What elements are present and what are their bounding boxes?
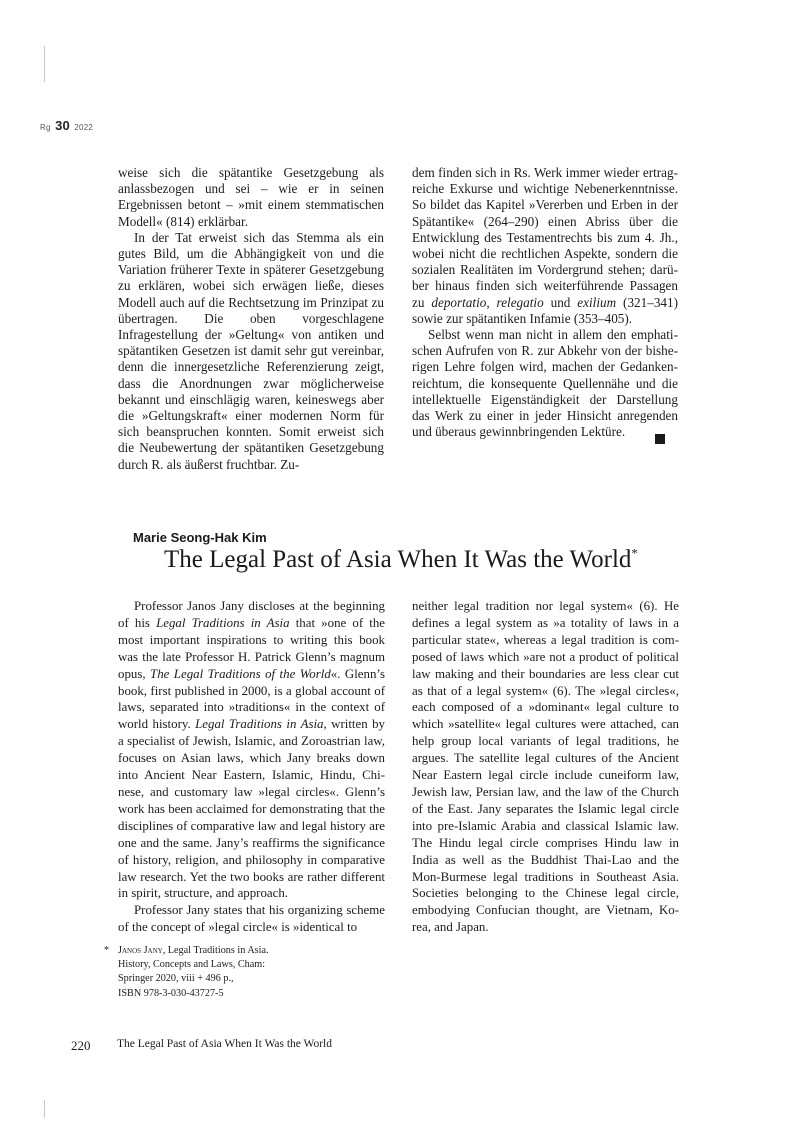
review2-left-column — [118, 598, 385, 936]
journal-year: 2022 — [74, 123, 93, 132]
review1-left-column — [118, 165, 384, 473]
crop-mark-top — [44, 46, 45, 82]
volume-number: 30 — [55, 118, 70, 133]
review2-left-paragraph-1: Professor Janos Jany discloses at the beginning of his Legal Traditions in Asia that »one of the most important inspirations to writing this book was the late Professor H. Patrick Glenn’s magnum opus, The Legal Traditions of the World«. Glenn’s book, first published in 2000, is a global account of laws, separated into »traditions« in the context of world history. Legal Traditions in Asia, written by a specialist of Jewish, Islamic, and Zoroastrian law, focuses on Asian laws, which Jany breaks down into Ancient Near Eastern, Islamic, Hindu, Chinese, and customary law »legal circles«. Glenn’s work has been acclaimed for demonstrating that the disciplines of comparative law and legal history are one and the same. Jany’s reaffirms the significance of history, religion, and philosophy in comparative law research. Yet the two books are rather different in spirit, structure, and approach. — [118, 599, 386, 901]
review1-right-column — [412, 165, 678, 440]
journal-abbrev: Rg — [40, 123, 51, 132]
running-head — [40, 118, 93, 133]
review2-right-paragraph-1: neither legal tradition nor legal system« (6). He defines a legal system as »a totality of laws in a particular state«, whereas a legal tradition is composed of laws which »are not a product of political law making and their boundaries are less clear cut as that of a legal system« (6). The »legal circles«, each composed of a »dominant« legal culture to which »satellite« legal cultures were attached, can help group local variants of legal traditions, he argues. The satellite legal cultures of the Ancient Near Eastern legal circle include cuneiform law, Jewish law, Persian law, and the law of the Church of the East. Jany separates the Islamic legal circle into pre-Islamic Arabia and classical Islamic law. The Hindu legal circle comprises Hindu law in India as well as the Buddhist Thai-Lao and the Mon-Burmese legal traditions in Southeast Asia. Societies belonging to the Chinese legal circle, embodying Confucian thought, are Vietnam, Korea, and Japan. — [412, 599, 679, 935]
review1-right-paragraph-2: Selbst wenn man nicht in allem den emphatischen Aufrufen von R. zur Abkehr von der bisherigen Lehre folgen wird, machen der Gedankenreichtum, die konsequente Quellennähe und die intellektuelle Eigenständigkeit der Darstellung das Werk zu einer in jeder Hinsicht anregenden und überaus gewinnbringenden Lektüre. — [412, 327, 678, 440]
crop-mark-bottom — [44, 1100, 45, 1118]
review1-left-paragraph-2: In der Tat erweist sich das Stemma als ein gutes Bild, um die Abhängigkeit von und die Variation früherer Texte in späterer Gesetzgebung zu erklären, wobei sich erwägen ließe, dieses Modell auch auf die Rechtsetzung im Prinzipat zu übertragen. Die oben vorgeschlagene Infragestellung der »Geltung« von antiken und spätantiken Gesetzen ist damit sehr gut vereinbar, denn die innergesetzliche Referenzierung zeigt, dass die Anordnungen zwar möglicherweise bekannt und einschlägig waren, keineswegs aber die »Geltungskraft« einer modernen Norm für sich beanspruchen konnten. Somit erweist sich die Neubewertung der spätantiken Gesetzgebung durch R. als äußerst fruchtbar. Zu- — [118, 229, 384, 472]
review2-right-column — [412, 598, 679, 936]
review1-right-paragraph-1: dem finden sich in Rs. Werk immer wieder ertragreiche Exkurse und wichtige Nebenerkenntnisse. So bildet das Kapitel »Vererben und Erben in der Spätantike« (264–290) einen Abriss über die Entwicklung des Testamentrechts bis zum 4. Jh., wobei nicht die rechtlichen Aspekte, sondern die sozialen Realitäten im Vordergrund stehen; darüber hinaus finden sich weiterführende Passagen zu deportatio, relegatio und exilium (321–341) sowie zur spätantiken Infamie (353–405). — [412, 165, 678, 326]
footnote-mark: * — [104, 945, 110, 956]
footnote-line-3: Springer 2020, viii + 496 p., — [118, 973, 234, 985]
footnote-line-2: History, Concepts and Laws, Cham: — [118, 959, 266, 971]
title-footnote-mark: * — [631, 545, 638, 561]
review2-left-paragraph-2: Professor Jany states that his organizing scheme of the concept of »legal circle« is »identical to — [118, 903, 385, 935]
footnote-line-1: Janos Jany, Legal Traditions in Asia. — [118, 945, 269, 956]
footnote-line-4: ISBN 978-3-030-43727-5 — [118, 987, 224, 999]
review-title: The Legal Past of Asia When It Was the World* — [164, 545, 638, 573]
footer-running-title: The Legal Past of Asia When It Was the World — [117, 1038, 333, 1050]
review1-left-paragraph-1: weise sich die spätantike Gesetzgebung als anlassbezogen und sei – wie er in seinen Ergebnissen betont – »mit einem stemmatischen Modell« (814) erklärbar. — [118, 165, 384, 229]
footnote-author: Janos Jany — [118, 945, 163, 956]
end-of-review-mark — [655, 434, 665, 444]
page-number: 220 — [71, 1038, 91, 1053]
review-author: Marie Seong-Hak Kim — [133, 530, 267, 545]
